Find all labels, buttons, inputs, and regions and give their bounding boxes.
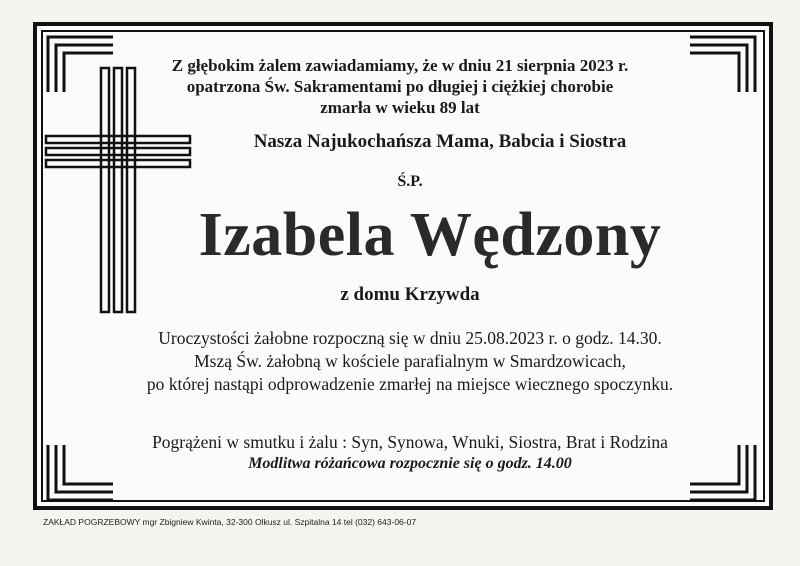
intro-line: zmarła w wieku 89 lat — [320, 98, 480, 117]
ceremony-line: Mszą Św. żałobną w kościele parafialnym w Smardzowicach, — [194, 351, 626, 371]
ceremony-line: Uroczystości żałobne rozpoczną się w dniu 25.08.2023 r. o godz. 14.30. — [158, 328, 662, 348]
mourners-line: Pogrążeni w smutku i żalu : Syn, Synowa, Wnuki, Siostra, Brat i Rodzina — [152, 432, 668, 452]
maiden-name: z domu Krzywda — [340, 284, 480, 305]
relation-line: Nasza Najukochańsza Mama, Babcia i Siostra — [253, 131, 627, 152]
corner-ornament-top-right-icon — [688, 34, 758, 94]
rosary-line: Modlitwa różańcowa rozpocznie się o godz. 14.00 — [248, 455, 572, 472]
funeral-home-footer: ZAKŁAD POGRZEBOWY mgr Zbigniew Kwinta, 32-300 Olkusz ul. Szpitalna 14 tel (032) 643-06-07 — [43, 517, 417, 527]
ceremony-details — [100, 327, 720, 396]
deceased-name: Izabela Wędzony — [198, 201, 662, 269]
ceremony-line: po której nastąpi odprowadzenie zmarłej na miejsce wiecznego spoczynku. — [146, 374, 674, 394]
announcement-intro — [120, 55, 680, 118]
intro-line: Z głębokim żalem zawiadamiamy, że w dniu 21 sierpnia 2023 r. — [171, 56, 629, 75]
sp-abbreviation: Ś.P. — [397, 173, 423, 190]
intro-line: opatrzona Św. Sakramentami po długiej i ciężkiej chorobie — [186, 77, 614, 96]
